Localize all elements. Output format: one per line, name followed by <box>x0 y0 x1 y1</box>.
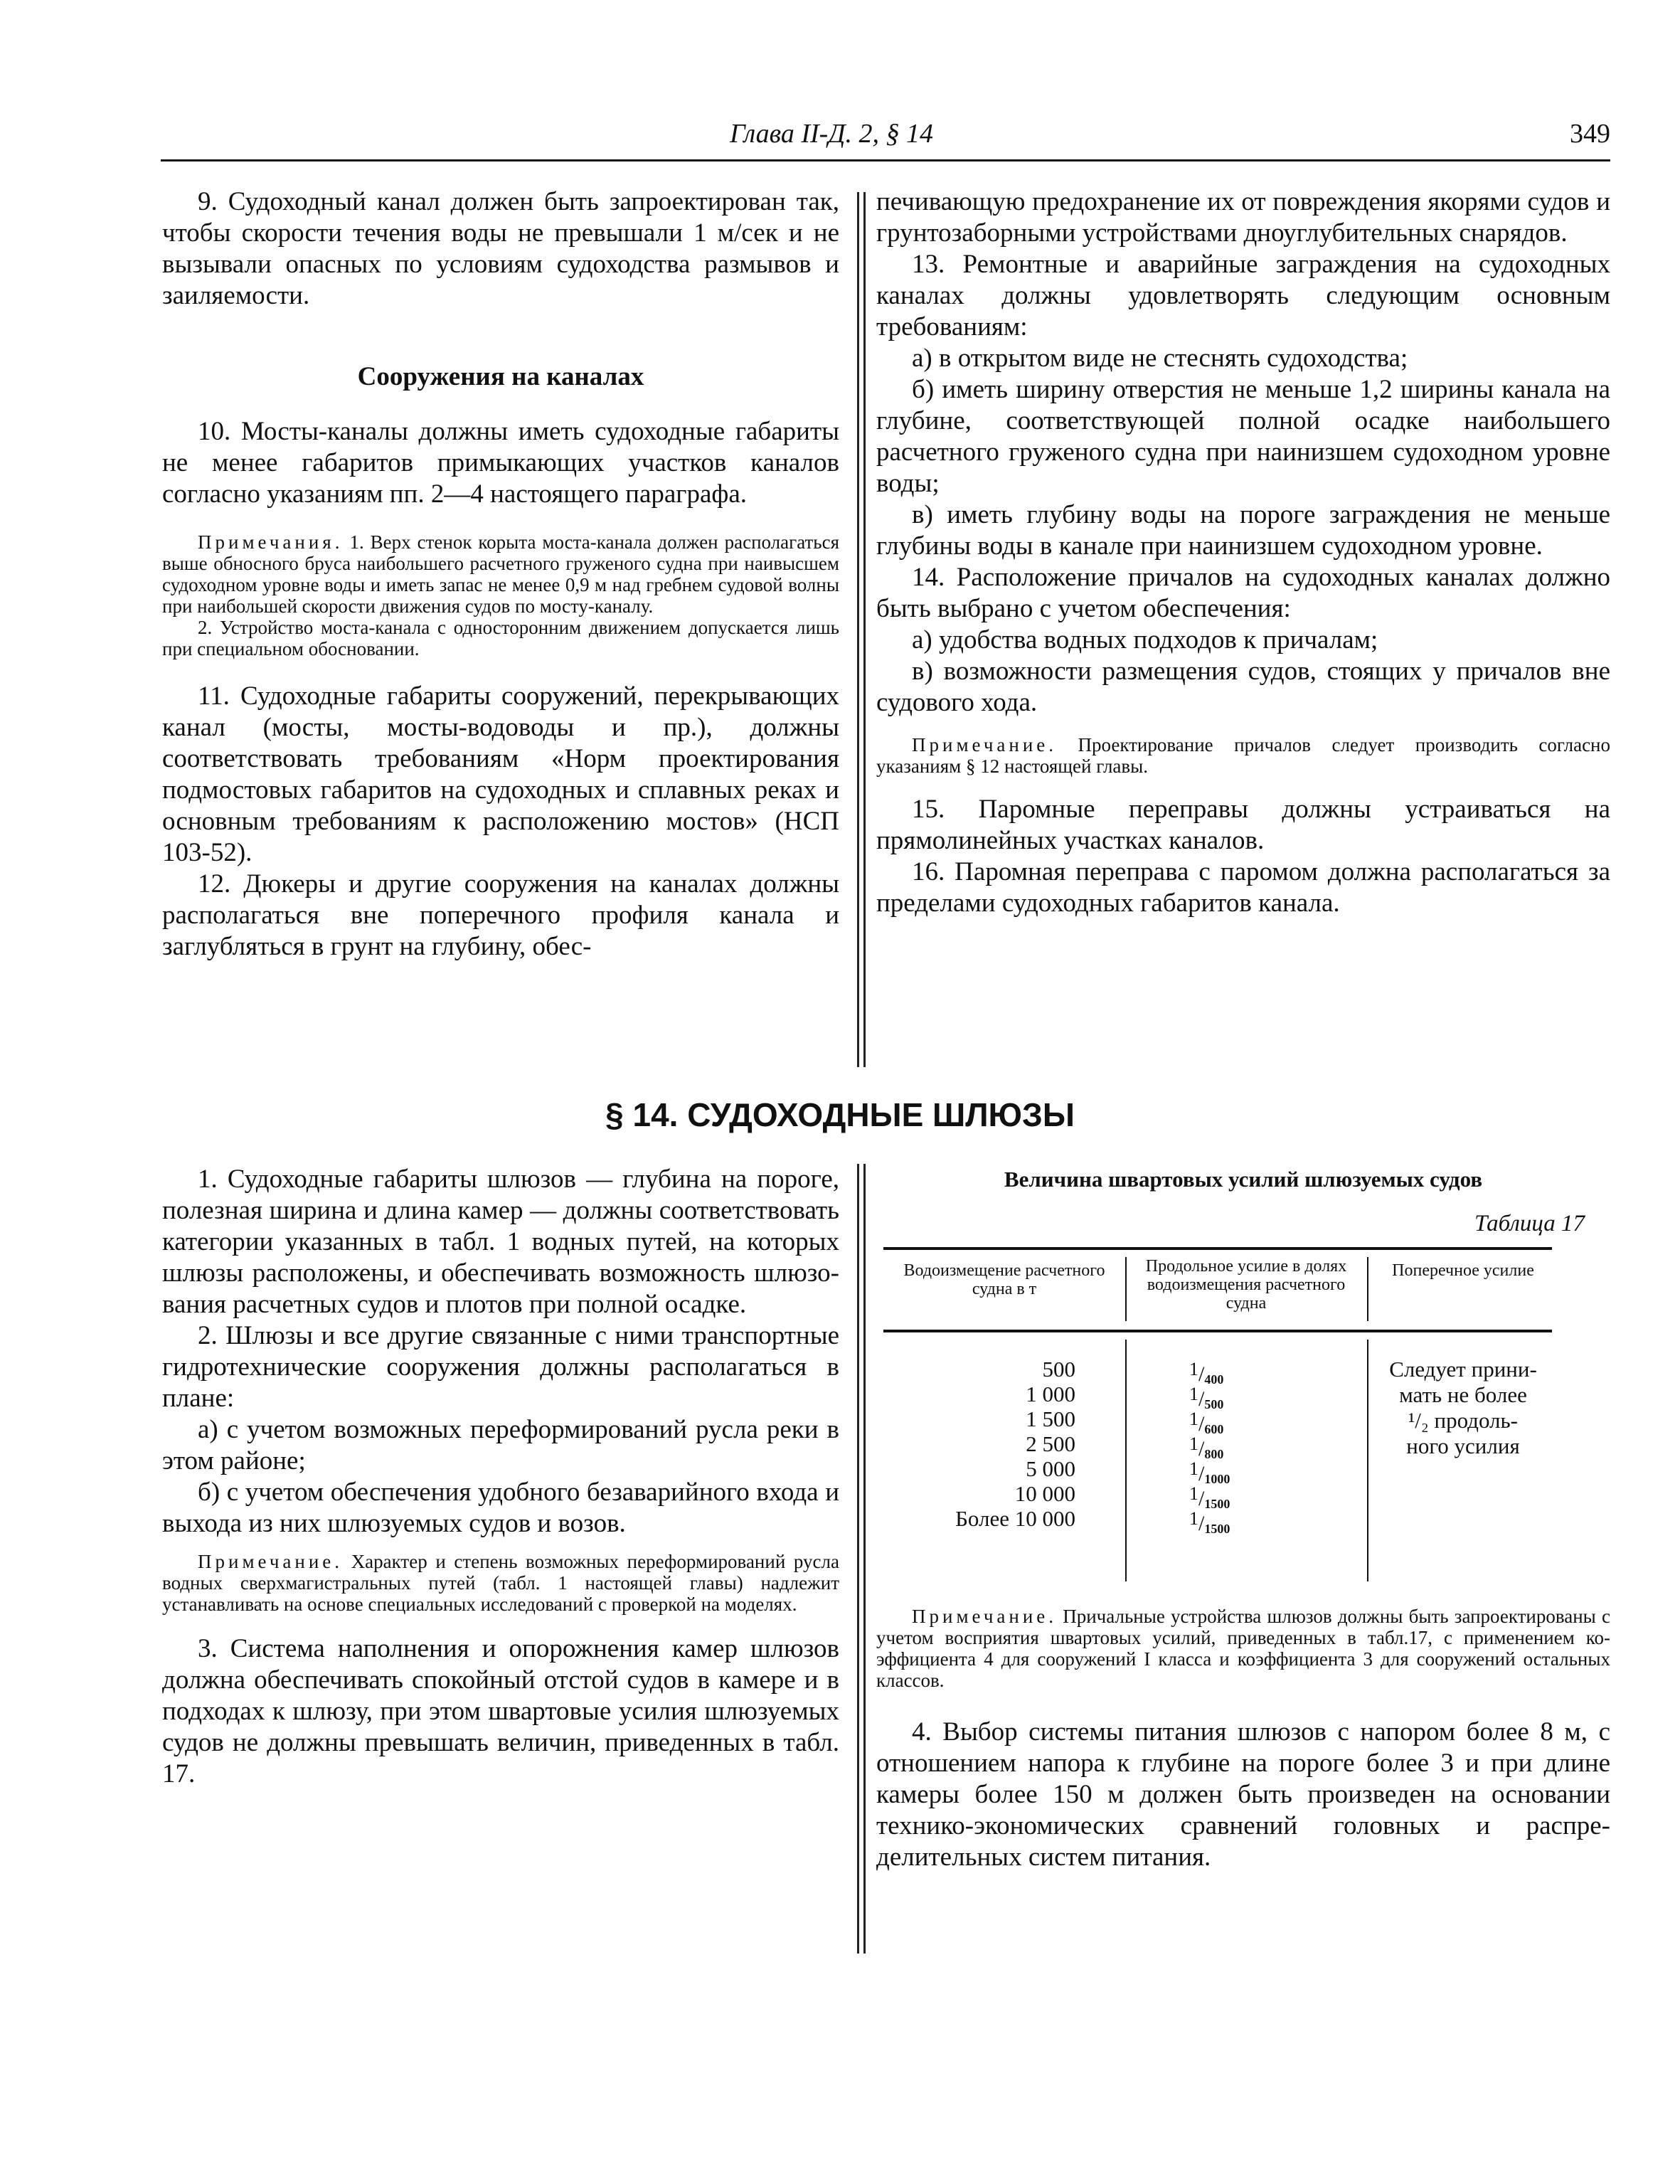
longitudinal-column <box>1189 1357 1303 1536</box>
note-riverbed <box>162 1551 839 1615</box>
item-13b: б) иметь ширину отверстия не меньше 1,2 ширины канала на глубине, соответствующей полной осадке наибольшего расчетного груженого судна при наинизшем судоходном уровне воды; <box>876 375 1610 498</box>
table-rule <box>1367 1340 1368 1581</box>
table-cell: ного усилия <box>1406 1433 1520 1458</box>
table-cell: мать не более <box>1399 1382 1527 1407</box>
note-text: 1. Верх стенок корыта моста-канала должен располагаться выше обносного бруса наибольшего расчетного груженого судна при наивысшем судоходном уровне воды и иметь запас не менее 0,9 м над гребнем судовой волны при наибольшей скорости движения судов по мосту-каналу. <box>162 531 839 617</box>
paragraph-2: 2. Шлюзы и все другие связанные с ними транспортные гидротехнические сооружения должны располагаться в плане: <box>162 1321 839 1413</box>
top-left-column <box>162 186 839 963</box>
item-2a: а) с учетом возможных переформирований русла реки в этом районе; <box>162 1415 839 1475</box>
note-2: 2. Устройство моста-канала с односторонним движением допускается лишь при специальном обосновании. <box>162 617 839 659</box>
item-13c: в) иметь глубину воды на пороге заграждения не меньше глубины воды в канале при наинизшем судоходном уровне. <box>876 500 1610 561</box>
subheading-canal-structures: Сооружения на каналах <box>357 362 644 391</box>
paragraph-13: 13. Ремонтные и аварийные заграждения на судоходных каналах должны удовлетворять следующим основным требованиям: <box>876 250 1610 341</box>
table-header-displacement: Водоизмещение расчетного судна в т <box>903 1261 1105 1298</box>
note-label: Примечание. <box>198 1551 344 1572</box>
note-label: Примечание. <box>912 1606 1058 1627</box>
table-cell: 2 500 <box>1026 1431 1075 1456</box>
table-cell: ¹/₂ продоль- <box>1408 1408 1518 1433</box>
paragraph-12: 12. Дюкеры и другие сооружения на каналах должны располагаться вне поперечного профиля канала и заглубляться в грунт на глубину, обес- <box>162 869 839 961</box>
note-text: Причальные устройства шлюзов должны быть запроектированы с учетом восприятия швартовых усилий, приведенных в табл.17, с применением коэффициента 4 для сооружений I класса и коэффициента 3 для сооружений остальных классов. <box>876 1606 1610 1691</box>
fraction: $^1$/600 <box>1189 1409 1224 1436</box>
table-cell: 5 000 <box>1026 1456 1075 1481</box>
table-rule <box>1367 1257 1368 1321</box>
table-cell: 1 000 <box>1026 1382 1075 1406</box>
table-number: Таблица 17 <box>1474 1211 1585 1236</box>
column-rule <box>857 192 859 1067</box>
displacement-column <box>883 1357 1075 1531</box>
item-13a: а) в открытом виде не стеснять судоходства; <box>912 344 1408 373</box>
paragraph-3: 3. Система наполнения и опорожнения камер шлюзов должна обеспечивать спокойный отстой судов в камере и в подходах к шлюзу, при этом швартовые усилия шлюзуемых судов не должны превышать величин, приведенных в табл. 17. <box>162 1634 839 1788</box>
table-header-transverse: Поперечное усилие <box>1392 1261 1534 1280</box>
mooring-forces-table <box>883 1247 1552 1584</box>
note-1 <box>162 531 839 617</box>
paragraph-16: 16. Паромная переправа с паромом должна располагаться за пределами судоходных габаритов канала. <box>876 857 1610 918</box>
paragraph-1: 1. Судоходные габариты шлюзов — глубина на пороге, полезная ширина и длина камер — должны соответствовать категории указанных в табл. 1 водных путей, на которых шлюзы расположены, и обеспечивать возможность шлюзования расчетных судов и плотов при полной осадке. <box>162 1165 839 1319</box>
paragraph-11: 11. Судоходные габариты сооружений, перекрывающих канал (мосты, мосты-водоводы и пр.), должны соответствовать требованиям «Норм проектирования подмостовых габаритов на судоходных и сплавных реках и основным требованиям к расположению мостов» (НСП 103-52). <box>162 682 839 867</box>
table-rule <box>1125 1257 1127 1321</box>
fraction: $^1$/500 <box>1189 1384 1224 1411</box>
fraction: $^1$/1000 <box>1189 1458 1230 1486</box>
table-cell: 1 500 <box>1026 1406 1075 1431</box>
paragraph-4: 4. Выбор системы питания шлюзов с напором более 8 м, с отношением напора к глубине на пороге более 3 и при длине камеры более 150 м должен быть произведен на основании технико-экономических сравнений головных и распределительных систем питания. <box>876 1717 1610 1872</box>
running-title: Глава II-Д. 2, § 14 <box>730 119 934 149</box>
fraction: $^1$/1500 <box>1189 1483 1230 1511</box>
note-text: Характер и степень возможных переформирований русла водных сверхмагистральных путей (табл. 1 настоящей главы) надлежит устанавливать на основе специальных исследований с проверкой на моделях. <box>162 1551 839 1615</box>
table-cell: 10 000 <box>1014 1481 1075 1506</box>
paragraph-14: 14. Расположение причалов на судоходных каналах должно быть выбрано с учетом обеспечения: <box>876 563 1610 623</box>
fraction: $^1$/400 <box>1189 1359 1224 1387</box>
paragraph-15: 15. Паромные переправы должны устраиваться на прямолинейных участках каналов. <box>876 795 1610 855</box>
table-cell: Более 10 000 <box>955 1506 1075 1531</box>
item-14a: а) удобства водных подходов к причалам; <box>912 625 1378 654</box>
bottom-right-column <box>876 1164 1610 1873</box>
page-number: 349 <box>1570 119 1610 149</box>
bottom-left-column <box>162 1164 839 1790</box>
table-caption: Величина швартовых усилий шлюзуемых судов <box>1004 1167 1483 1192</box>
note-lock-moorings <box>876 1606 1610 1691</box>
note-moorings <box>876 734 1610 777</box>
table-rule <box>1125 1340 1127 1581</box>
column-rule <box>863 1164 866 1954</box>
section-title: § 14. СУДОХОДНЫЕ ШЛЮЗЫ <box>605 1096 1075 1133</box>
fraction: $^1$/1500 <box>1189 1508 1230 1536</box>
fraction: $^1$/800 <box>1189 1433 1224 1461</box>
paragraph-12-continued: печивающую предохранение их от повреждения якорями судов и грунтозаборными устройствами дноуглубительных снарядов. <box>876 187 1610 248</box>
column-rule <box>863 192 866 1067</box>
table-cell: 500 <box>1042 1357 1075 1382</box>
note-label: Примечания. <box>198 531 344 553</box>
table-rule <box>883 1330 1552 1332</box>
page-header <box>161 117 1610 161</box>
item-14b: в) возможности размещения судов, стоящих у причалов вне судового хода. <box>876 657 1610 717</box>
transverse-column <box>1374 1357 1552 1459</box>
top-right-column <box>876 186 1610 919</box>
column-rule <box>857 1164 859 1954</box>
table-header-longitudinal: Продольное усилие в долях водоизмещения расчетного судна <box>1145 1257 1347 1313</box>
paragraph-9: 9. Судоходный канал должен быть запроектирован так, чтобы скорости течения воды не превышали 1 м/сек и не вызывали опасных по условиям судоходства размывов и заиляемости. <box>162 187 839 310</box>
table-cell: Следует прини- <box>1389 1357 1537 1382</box>
note-text: Проектирование причалов следует производить согласно указаниям § 12 настоящей главы. <box>876 734 1611 777</box>
item-2b: б) с учетом обеспечения удобного безаварийного входа и выхода из них шлюзуемых судов и возов. <box>162 1478 839 1538</box>
note-label: Примечание. <box>912 734 1058 756</box>
paragraph-10: 10. Мосты-каналы должны иметь судоходные габариты не менее габаритов примыкающих участков каналов согласно указаниям пп. 2—4 настоящего параграфа. <box>162 417 839 509</box>
